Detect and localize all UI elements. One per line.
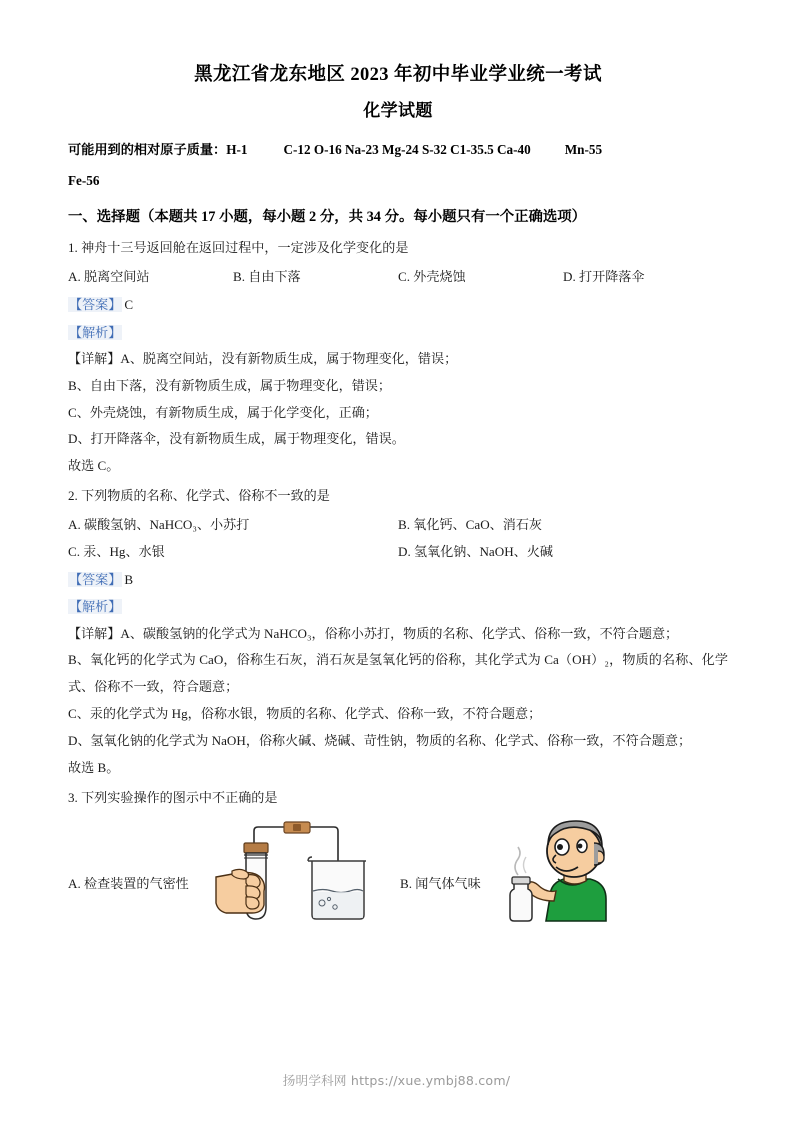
question-1-detail-first	[68, 346, 728, 373]
atomic-mass-label: 可能用到的相对原子质量：	[68, 141, 227, 157]
question-3-figure-group	[68, 813, 728, 931]
analysis-tag: 【解析】	[69, 599, 122, 615]
question-1-option-a[interactable]: A. 脱离空间站	[68, 269, 150, 285]
relative-atomic-mass-line	[68, 137, 728, 163]
question-3	[68, 785, 728, 932]
question-1-option-b[interactable]: B. 自由下落	[233, 269, 301, 285]
question-2-options-row-2	[68, 539, 728, 566]
question-1-detail-line: B、自由下落，没有新物质生成，属于物理变化，错误；	[68, 377, 391, 393]
footer-watermark: 扬明学科网 https://xue.ymbj88.com/	[282, 1073, 511, 1088]
question-1-conclusion: 故选 C。	[68, 458, 120, 474]
question-1-analysis-line	[68, 319, 728, 346]
question-3-option-b[interactable]: B. 闻气体气味	[400, 876, 481, 892]
question-1-option-d[interactable]: D. 打开降落伞	[563, 269, 645, 285]
question-1	[68, 235, 728, 480]
atomic-mass-fe: Fe-56	[68, 173, 100, 189]
question-1-options	[68, 264, 728, 291]
question-3-option-a[interactable]: A. 检查装置的气密性	[68, 876, 189, 892]
question-1-detail-text-a: A、脱离空间站，没有新物质生成，属于物理变化，错误；	[120, 351, 458, 366]
question-2-option-c[interactable]: C. 汞、Hg、水银	[68, 543, 165, 559]
question-2-option-d[interactable]: D. 氢氧化钠、NaOH、火碱	[398, 543, 553, 559]
question-1-answer-value: C	[124, 297, 134, 313]
question-2-option-a[interactable]: A. 碳酸氢钠、NaHCO₃、小苏打	[68, 516, 250, 532]
question-1-detail-line: C、外壳烧蚀，有新物质生成，属于化学变化，正确；	[68, 404, 378, 420]
question-1-stem: 1. 神舟十三号返回舱在返回过程中，一定涉及化学变化的是	[68, 240, 409, 256]
question-2-detail-line: B、氧化钙的化学式为 CaO，俗称生石灰，消石灰是氢氧化钙的俗称，其化学式为 Ca（OH）₂，物质的名称、化学式、俗称不一致，符合题意；	[68, 652, 728, 695]
question-2-analysis-line	[68, 593, 728, 620]
document-subtitle: 化学试题	[363, 100, 433, 120]
analysis-tag: 【解析】	[69, 324, 122, 340]
question-2-detail-first	[68, 621, 728, 648]
question-2-answer-value: B	[124, 571, 134, 587]
airtightness-test-apparatus-icon	[208, 815, 388, 927]
question-2-detail-line: C、汞的化学式为 Hg，俗称水银，物质的名称、化学式、俗称一致，不符合题意；	[68, 706, 542, 722]
question-2-stem: 2. 下列物质的名称、化学式、俗称不一致的是	[68, 488, 330, 504]
question-1-option-c[interactable]: C. 外壳烧蚀	[398, 269, 466, 285]
relative-atomic-mass-line-2	[68, 168, 728, 194]
document-title: 黑龙江省龙东地区 2023 年初中毕业学业统一考试	[194, 65, 602, 85]
answer-tag: 【答案】	[69, 297, 122, 313]
smelling-gas-person-icon	[498, 813, 628, 925]
question-2	[68, 483, 728, 781]
question-3-stem: 3. 下列实验操作的图示中不正确的是	[68, 789, 278, 805]
answer-tag: 【答案】	[69, 571, 122, 587]
detail-tag: 【详解】	[68, 351, 121, 366]
question-1-detail-line: D、打开降落伞，没有新物质生成，属于物理变化，错误。	[68, 431, 405, 447]
document-content	[68, 62, 728, 931]
atomic-mass-mn: Mn-55	[564, 141, 603, 157]
question-2-answer-line	[68, 566, 728, 593]
atomic-mass-h: H-1	[226, 141, 248, 157]
question-2-detail-text-a: A、碳酸氢钠的化学式为 NaHCO₃，俗称小苏打，物质的名称、化学式、俗称一致，不符合题意；	[120, 625, 679, 641]
question-2-detail-line: D、氢氧化钠的化学式为 NaOH，俗称火碱、烧碱、苛性钠，物质的名称、化学式、俗称一致，不符合题意；	[68, 732, 692, 748]
question-2-conclusion: 故选 B。	[68, 759, 120, 775]
question-1-answer-line	[68, 291, 728, 318]
section-heading-choice: 一、选择题（本题共 17 小题，每小题 2 分，共 34 分。每小题只有一个正确选项）	[68, 209, 587, 226]
question-2-options-row-1	[68, 512, 728, 539]
detail-tag: 【详解】	[68, 625, 121, 641]
atomic-mass-main: C-12 O-16 Na-23 Mg-24 S-32 C1-35.5 Ca-40	[283, 141, 531, 157]
question-2-option-b[interactable]: B. 氧化钙、CaO、消石灰	[398, 516, 543, 532]
